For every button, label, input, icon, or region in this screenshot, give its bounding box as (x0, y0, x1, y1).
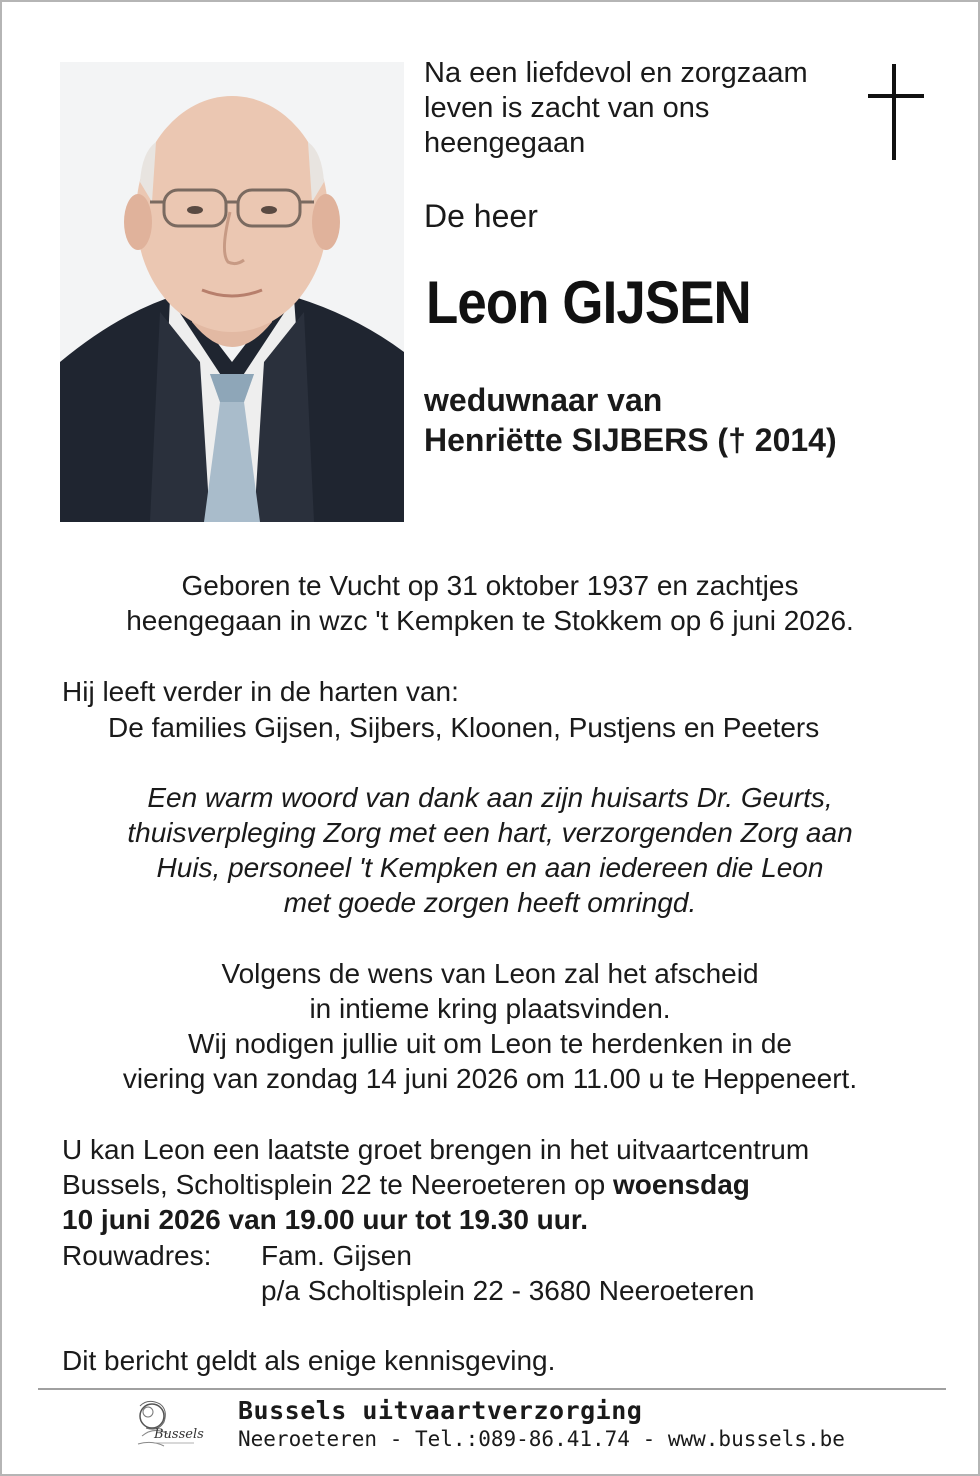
thanks-text (2, 780, 978, 920)
portrait-illustration (60, 62, 404, 522)
farewell-line: Wij nodigen jullie uit om Leon te herdenken in de (188, 1028, 792, 1059)
farewell-line: in intieme kring plaatsvinden. (309, 993, 671, 1024)
thanks-line: met goede zorgen heeft omringd. (283, 887, 697, 918)
intro-line: leven is zacht van ons (424, 92, 710, 124)
thanks-line: Een warm woord van dank aan zijn huisarts Dr. Geurts, (147, 782, 833, 813)
farewell-line: Volgens de wens van Leon zal het afscheid (221, 958, 759, 989)
birth-death-info (2, 568, 978, 638)
born-line: Geboren te Vucht op 31 oktober 1937 en zachtjes (181, 570, 799, 601)
cross-icon (868, 64, 924, 162)
thanks-line: Huis, personeel 't Kempken en aan iedereen die Leon (156, 852, 824, 883)
address-line: Fam. Gijsen (261, 1240, 412, 1271)
logo-text: Bussels (154, 1427, 204, 1442)
firm-name: Bussels uitvaartverzorging (238, 1396, 643, 1425)
intro-line: heengegaan (424, 127, 586, 159)
intro-text (424, 56, 854, 161)
survivors-families: De families Gijsen, Sijbers, Kloonen, Pustjens en Peeters (108, 712, 820, 743)
farewell-line: viering van zondag 14 juni 2026 om 11.00 u te Heppeneert. (122, 1063, 858, 1094)
deceased-name: Leon GIJSEN (426, 269, 751, 336)
visit-date-time: 10 juni 2026 van 19.00 uur tot 19.30 uur. (62, 1204, 589, 1235)
spouse-line: weduwnaar van (424, 382, 663, 418)
visit-line: U kan Leon een laatste groet brengen in het uitvaartcentrum (62, 1134, 810, 1165)
salutation: De heer (424, 198, 538, 234)
notice-text: Dit bericht geldt als enige kennisgeving. (62, 1345, 556, 1376)
bussels-logo (134, 1396, 204, 1454)
visit-line-plain: Bussels, Scholtisplein 22 te Neeroeteren op (62, 1169, 613, 1200)
portrait-photo (60, 62, 404, 522)
spouse-line: Henriëtte SIJBERS († 2014) (424, 422, 837, 458)
visit-line (62, 1167, 942, 1202)
firm-contact: Neeroeteren - Tel.:089-86.41.74 - www.bussels.be (238, 1427, 845, 1451)
address-label: Rouwadres: (62, 1240, 212, 1271)
born-line: heengegaan in wzc 't Kempken te Stokkem op 6 juni 2026. (126, 605, 854, 636)
visit-day: woensdag (613, 1169, 750, 1200)
survivors (62, 674, 942, 746)
intro-line: Na een liefdevol en zorgzaam (424, 57, 808, 89)
address-value (261, 1238, 754, 1308)
footer-divider (38, 1388, 946, 1390)
visit-line (62, 1202, 942, 1237)
address-line: p/a Scholtisplein 22 - 3680 Neeroeteren (261, 1275, 755, 1306)
spouse-info (424, 380, 837, 460)
farewell-text (2, 956, 978, 1096)
funeral-home-footer (238, 1396, 845, 1453)
survivors-heading: Hij leeft verder in de harten van: (62, 676, 459, 707)
thanks-line: thuisverpleging Zorg met een hart, verzorgenden Zorg aan (127, 817, 853, 848)
visitation-info (62, 1132, 942, 1237)
